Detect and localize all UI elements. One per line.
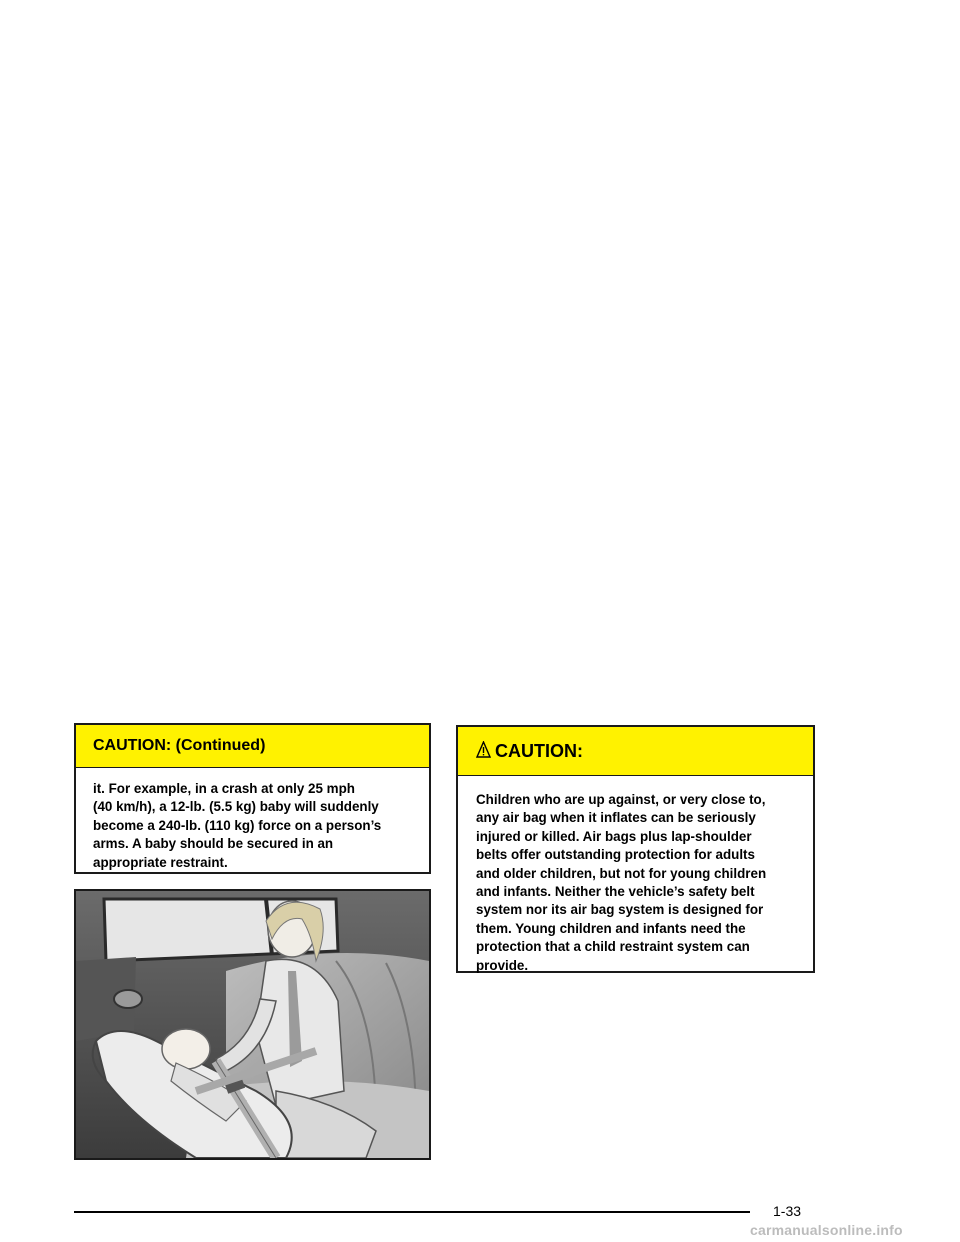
watermark: carmanualsonline.info	[750, 1222, 903, 1238]
footer-rule	[74, 1211, 750, 1213]
caution-continued-text: it. For example, in a crash at only 25 mph (40 km/h), a 12-lb. (5.5 kg) baby will suddenly become a 240-lb. (110 kg) force on a person’s arms. A baby should be secured in an appropriate restraint.	[93, 781, 382, 870]
warning-triangle-icon	[476, 741, 491, 759]
caution-airbag-box	[456, 725, 815, 973]
caution-airbag-header	[458, 727, 813, 776]
caution-airbag-text: Children who are up against, or very close to, any air bag when it inflates can be seriously injured or killed. Air bags plus lap-shoulder belts offer outstanding protection for adults and older children, but not for young children and infants. Neither the vehicle’s safety belt system nor its air bag system is designed for them. Young children and infants need the protection that a child restraint system can provide.	[476, 792, 767, 973]
caution-airbag-heading: CAUTION:	[495, 740, 583, 761]
caution-continued-box	[74, 723, 431, 874]
adult-holding-infant-illustration	[74, 889, 431, 1160]
page-number: 1-33	[773, 1203, 802, 1219]
caution-continued-heading: CAUTION: (Continued)	[76, 725, 429, 768]
